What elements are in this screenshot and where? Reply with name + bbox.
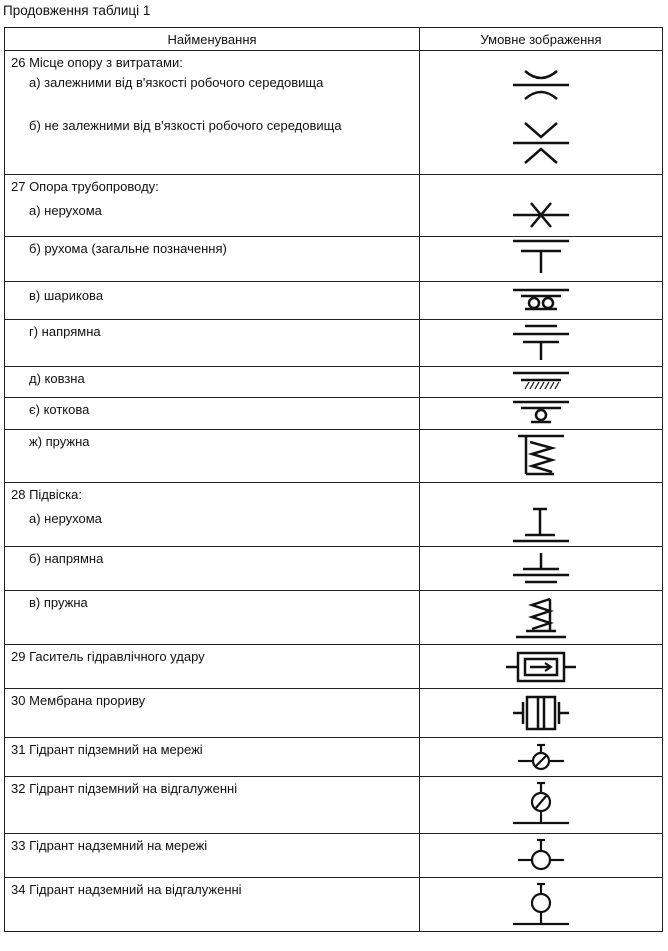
row-28a-symbol-cell [420, 483, 663, 547]
row-27-title: 27 Опора трубопроводу: [11, 179, 159, 194]
row-34-name [5, 878, 420, 932]
row-27a-name [5, 175, 420, 237]
table-row [5, 834, 663, 878]
row-28c-label: в) пружна [29, 595, 88, 610]
row-27c-symbol-cell [420, 282, 663, 320]
row-31-name [5, 738, 420, 777]
movable-support-symbol [511, 239, 571, 275]
table-row [5, 367, 663, 398]
row-28b-label: б) напрямна [29, 551, 104, 566]
row-31-symbol-cell [420, 738, 663, 777]
restriction-viscosity-independent-symbol [511, 119, 571, 167]
row-32-title: 32 Гідрант підземний на відгалуженні [11, 781, 238, 796]
row-27f-label: є) коткова [29, 402, 90, 417]
row-26-symbol-cell [420, 51, 663, 175]
row-29-symbol-cell [420, 645, 663, 689]
row-27g-name [5, 430, 420, 483]
row-30-title: 30 Мембрана прориву [11, 693, 146, 708]
fixed-hanger-symbol [511, 507, 571, 543]
table-row [5, 430, 663, 483]
table-caption: Продовження таблиці 1 [3, 3, 151, 18]
table-row [5, 689, 663, 738]
underground-hydrant-main-symbol [516, 742, 566, 772]
row-28b-symbol-cell [420, 547, 663, 591]
table-row [5, 51, 663, 175]
table-row [5, 738, 663, 777]
header-symbol: Умовне зображення [420, 28, 663, 51]
row-27g-label: ж) пружна [29, 434, 90, 449]
row-26-title: 26 Місце опору з витратами: [11, 55, 183, 70]
row-27b-name [5, 237, 420, 282]
row-27e-name [5, 367, 420, 398]
row-32-name [5, 777, 420, 834]
row-29-title: 29 Гаситель гідравлічного удару [11, 649, 205, 664]
row-27e-symbol-cell [420, 367, 663, 398]
row-33-name [5, 834, 420, 878]
table-row [5, 483, 663, 547]
table-row [5, 547, 663, 591]
row-32-symbol-cell [420, 777, 663, 834]
table-row [5, 645, 663, 689]
row-27f-symbol-cell [420, 398, 663, 430]
symbols-table [4, 27, 663, 932]
row-28c-name [5, 591, 420, 645]
table-row [5, 237, 663, 282]
row-34-title: 34 Гідрант надземний на відгалуженні [11, 882, 242, 897]
underground-hydrant-branch-symbol [511, 781, 571, 829]
row-26a-label: а) залежними від в'язкості робочого середовища [29, 75, 324, 90]
spring-support-symbol [516, 434, 566, 478]
row-27a-label: а) нерухома [29, 203, 102, 218]
row-27b-symbol-cell [420, 237, 663, 282]
row-27d-symbol-cell [420, 320, 663, 367]
row-30-symbol-cell [420, 689, 663, 738]
row-33-title: 33 Гідрант надземний на мережі [11, 838, 208, 853]
row-28c-symbol-cell [420, 591, 663, 645]
header-name: Найменування [5, 28, 420, 51]
row-28b-name [5, 547, 420, 591]
row-30-name [5, 689, 420, 738]
guide-support-symbol [511, 324, 571, 362]
row-27b-label: б) рухома (загальне позначення) [29, 241, 227, 256]
row-28a-label: а) нерухома [29, 511, 102, 526]
table-row [5, 320, 663, 367]
row-27e-label: д) ковзна [29, 371, 85, 386]
roller-support-symbol [511, 400, 571, 426]
row-34-symbol-cell [420, 878, 663, 932]
row-27d-label: г) напрямна [29, 324, 101, 339]
row-27a-symbol-cell [420, 175, 663, 237]
row-27f-name [5, 398, 420, 430]
table-header-row [5, 28, 663, 51]
rupture-membrane-symbol [513, 694, 569, 732]
ball-support-symbol [511, 288, 571, 312]
row-27c-name [5, 282, 420, 320]
table-row [5, 777, 663, 834]
row-27g-symbol-cell [420, 430, 663, 483]
row-29-name [5, 645, 420, 689]
row-26-name [5, 51, 420, 175]
row-33-symbol-cell [420, 834, 663, 878]
guide-hanger-symbol [511, 551, 571, 585]
water-hammer-damper-symbol [506, 650, 576, 684]
restriction-viscosity-dependent-symbol [511, 65, 571, 105]
row-27c-label: в) шарикова [29, 288, 104, 303]
table-row [5, 878, 663, 932]
table-row [5, 591, 663, 645]
aboveground-hydrant-main-symbol [516, 838, 566, 872]
row-31-title: 31 Гідрант підземний на мережі [11, 742, 203, 757]
table-row [5, 282, 663, 320]
spring-hanger-symbol [514, 595, 568, 639]
sliding-support-symbol [511, 371, 571, 393]
row-28a-name [5, 483, 420, 547]
row-27d-name [5, 320, 420, 367]
table-row [5, 175, 663, 237]
row-28-title: 28 Підвіска: [11, 487, 82, 502]
fixed-support-symbol [511, 201, 571, 231]
table-row [5, 398, 663, 430]
row-26b-label: б) не залежними від в'язкості робочого середовища [29, 118, 342, 133]
aboveground-hydrant-branch-symbol [511, 882, 571, 928]
